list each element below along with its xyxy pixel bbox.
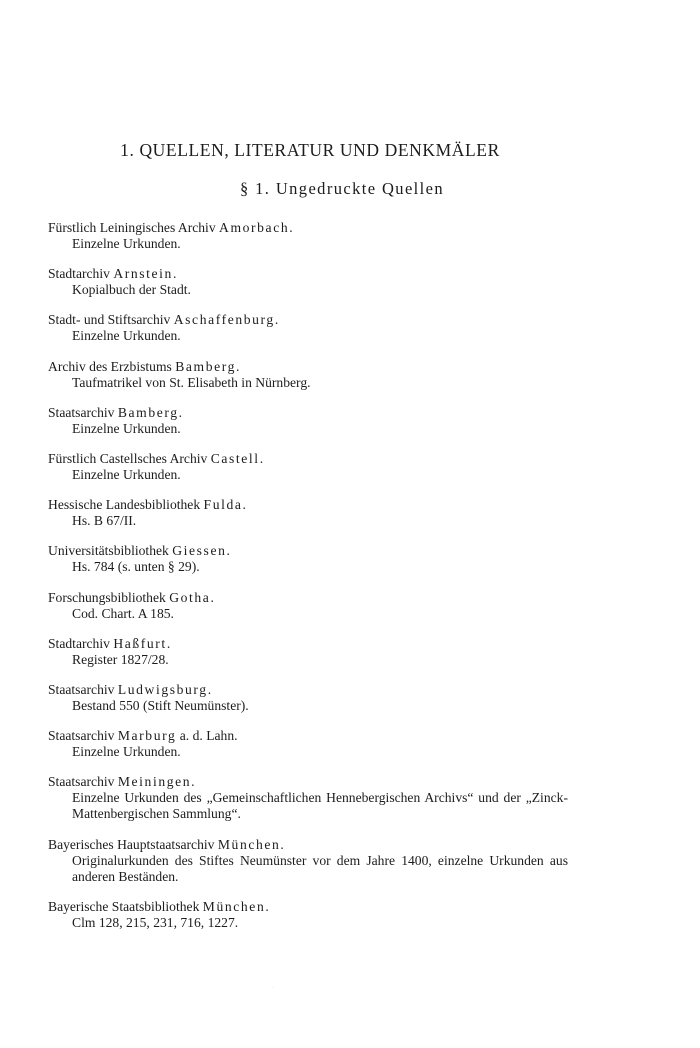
source-entry-heading [48,266,568,282]
institution-name: Archiv des Erzbistums [48,358,172,374]
heading-end: . [207,681,212,697]
heading-end: . [191,774,195,790]
source-entry [48,405,568,451]
heading-end: . [259,450,264,466]
source-entry [48,636,568,682]
institution-name: Forschungsbibliothek [48,589,166,605]
source-entry-holdings: Einzelne Urkunden. [72,420,181,436]
source-entry [48,312,568,358]
heading-end: . [242,497,246,513]
institution-name: Stadt- und Stiftsarchiv [48,312,171,328]
source-entry [48,266,568,312]
source-entry-holdings: Kopialbuch der Stadt. [72,282,191,298]
source-entry-heading [48,899,568,915]
source-list [48,220,568,945]
source-entry [48,497,568,543]
heading-end: . [226,543,230,559]
chapter-title: 1. QUELLEN, LITERATUR UND DENKMÄLER [120,140,500,160]
source-entry-heading [48,220,568,236]
place-name: Bamberg [117,404,179,420]
place-name: München [217,836,281,852]
source-entry [48,728,568,774]
source-entry-heading [48,774,568,790]
source-entry-heading [48,312,568,328]
heading-end: . [265,899,269,915]
source-entry-heading [48,682,568,698]
source-entry-holdings: Cod. Chart. A 185. [72,605,174,621]
heading-end: . [236,358,240,374]
institution-name: Bayerisches Hauptstaatsarchiv [48,836,215,852]
place-name: Meiningen [117,774,192,790]
institution-name: Universitätsbibliothek [48,543,169,559]
source-entry-holdings: Hs. B 67/II. [72,513,137,529]
source-entry-holdings: Taufmatrikel von St. Elisabeth in Nürnberg. [72,374,311,390]
institution-name: Fürstlich Castellsches Archiv [48,450,208,466]
source-entry [48,837,568,900]
heading-end: . [274,312,279,328]
scan-speck: · [272,985,274,991]
heading-end: . [289,220,293,235]
place-name: Ludwigsburg [117,681,208,697]
place-name: Fulda [203,497,243,513]
institution-name: Stadtarchiv [48,635,110,651]
institution-name: Staatsarchiv [48,728,115,744]
heading-end: . [280,836,284,852]
source-entry [48,899,568,945]
source-entry-holdings: Einzelne Urkunden. [72,466,181,482]
source-entry [48,451,568,497]
source-entry-heading [48,636,568,652]
place-name: Aschaffenburg [173,312,275,328]
heading-end: . [178,404,183,420]
institution-name: Staatsarchiv [48,774,115,790]
place-name: München [202,899,266,915]
source-entry-holdings: Register 1827/28. [72,651,169,667]
source-entry-heading [48,590,568,606]
source-entry-heading [48,543,568,559]
place-name: Gotha [169,589,211,605]
section-title: § 1. Ungedruckte Quellen [239,179,445,198]
source-entry [48,220,568,266]
source-entry [48,774,568,837]
source-entry-heading [48,405,568,421]
institution-name: Hessische Landesbibliothek [48,497,201,513]
source-entry-heading [48,497,568,513]
source-entry-holdings: Einzelne Urkunden. [72,328,181,344]
place-name: Amorbach [219,220,290,235]
place-name: Castell [210,450,260,466]
source-entry-holdings: Hs. 784 (s. unten § 29). [72,559,200,575]
place-name: Arnstein [113,266,173,282]
source-entry-holdings: Clm 128, 215, 231, 716, 1227. [72,915,239,931]
source-entry-heading [48,837,568,853]
source-entry-holdings: Bestand 550 (Stift Neumünster). [72,697,249,713]
source-entry-heading [48,728,568,744]
heading-end: . [172,266,177,282]
place-name: Giessen [172,543,227,559]
place-name: Haßfurt [113,635,167,651]
institution-name: Fürstlich Leiningisches Archiv [48,220,216,235]
institution-name: Staatsarchiv [48,681,115,697]
place-name: Bamberg [175,358,237,374]
source-entry-heading [48,359,568,375]
source-entry [48,359,568,405]
heading-end: . [210,589,214,605]
source-entry [48,682,568,728]
source-entry-holdings: Einzelne Urkunden des „Gemeinschaftlichen Hennebergischen Archivs“ und der „Zinck-Mattenbergischen Sammlung“. [72,790,568,822]
source-entry [48,543,568,589]
institution-name: Stadtarchiv [48,266,110,282]
source-entry-holdings: Einzelne Urkunden. [72,744,181,760]
source-entry-heading [48,451,568,467]
place-name: Marburg [117,728,177,744]
institution-name: Staatsarchiv [48,404,115,420]
source-entry-holdings: Originalurkunden des Stiftes Neumünster vor dem Jahre 1400, einzelne Urkunden aus anderen Beständen. [72,852,568,884]
institution-name: Bayerische Staatsbibliothek [48,899,200,915]
heading-end: a. d. Lahn. [176,728,238,744]
heading-end: . [166,635,171,651]
source-entry-holdings: Einzelne Urkunden. [72,236,181,251]
source-entry [48,590,568,636]
